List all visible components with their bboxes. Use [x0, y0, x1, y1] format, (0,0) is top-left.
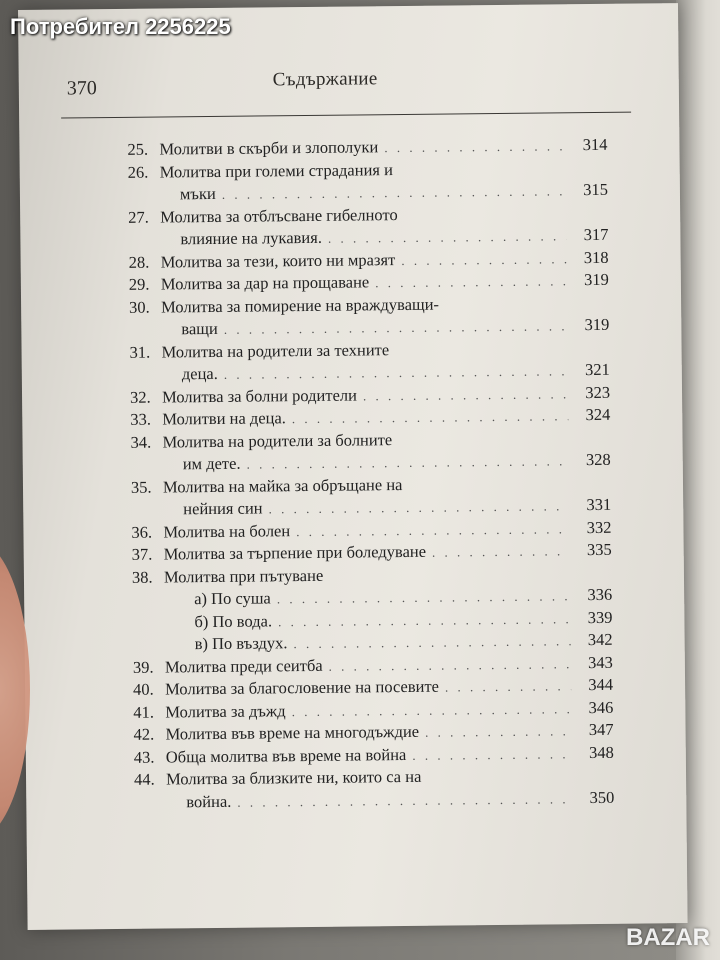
toc-page-number: 324 — [585, 404, 611, 425]
running-title: Съдържание — [272, 68, 378, 91]
toc-entry-number: 43. — [133, 747, 155, 767]
dot-leader — [425, 720, 572, 744]
toc-entry-title: Молитва на родители за болните — [162, 429, 393, 452]
toc-entry-title: Молитва за благословение на посевите — [165, 676, 440, 699]
toc-entry — [129, 336, 609, 386]
toc-entry — [128, 201, 608, 251]
toc-page-number: 348 — [588, 742, 614, 762]
dot-leader — [401, 248, 567, 272]
toc-entry-title: Молитва за дар на прощаване — [160, 272, 370, 294]
toc-entry — [131, 471, 611, 521]
toc-entry-title: война. — [186, 791, 232, 811]
toc-entry-title: Молитва на родители за техните — [161, 339, 390, 362]
toc-entry-title: Молитва за близките ни, които са на — [165, 766, 422, 789]
user-watermark: Потребител 2256225 — [10, 14, 231, 39]
toc-page-number: 350 — [589, 787, 615, 807]
toc-page-number: 343 — [588, 652, 613, 672]
toc-page-number: 323 — [585, 382, 611, 402]
toc-entry-title: Молитва за дъжд — [165, 700, 286, 721]
toc-entry-title: Молитва за болни родители — [161, 384, 358, 407]
toc-entry-number: 30. — [129, 297, 150, 317]
toc-entry-number: 36. — [131, 522, 153, 542]
toc-entry-title: Молитва във време на многодъждие — [165, 721, 420, 744]
book-page — [18, 3, 688, 930]
toc-entry-title: Молитви на деца. — [162, 408, 286, 429]
page-number: 370 — [66, 77, 97, 100]
toc-entry — [128, 156, 608, 206]
toc-entry — [130, 426, 610, 476]
site-logo: BAZAR — [626, 924, 710, 951]
toc-page-number: 347 — [588, 719, 614, 740]
toc-entry-number: 33. — [130, 409, 152, 429]
toc-entry-title: Молитва за помирение на враждуващи- — [161, 294, 440, 317]
toc-page-number: 339 — [587, 607, 613, 627]
table-of-contents — [127, 134, 614, 814]
toc-page-number: 344 — [588, 674, 614, 695]
page-header — [67, 66, 627, 112]
toc-page-number: 328 — [585, 449, 611, 470]
toc-entry-title: Молитва на болен — [163, 520, 291, 542]
toc-entry-title: Молитва при големи страдания и — [159, 159, 393, 182]
toc-page-number: 331 — [586, 494, 612, 515]
toc-entry-number: 44. — [133, 769, 155, 789]
toc-entry-number: 25. — [127, 139, 149, 159]
toc-page-number: 314 — [582, 134, 608, 155]
toc-entry-title: б) По вода. — [194, 610, 273, 631]
toc-page-number: 315 — [583, 179, 609, 200]
toc-page-number: 336 — [587, 584, 613, 605]
header-rule — [61, 112, 631, 119]
toc-page-number: 321 — [584, 359, 610, 380]
toc-page-number: 317 — [583, 224, 609, 245]
toc-entry-title: Молитва на майка за обръщане на — [162, 474, 403, 497]
toc-entry-title: влияние на лукавия. — [180, 227, 323, 249]
toc-entry-title: ващи — [181, 318, 218, 339]
toc-entry-number: 41. — [133, 702, 155, 722]
toc-entry-number: 34. — [130, 432, 152, 452]
toc-entry-number: 39. — [132, 657, 154, 677]
toc-entry-number: 26. — [127, 162, 149, 182]
toc-entry-title: Молитва при пътуване — [163, 565, 324, 587]
dot-leader — [237, 788, 572, 814]
toc-page-number: 332 — [586, 517, 612, 537]
toc-entry-number: 35. — [130, 477, 152, 497]
toc-entry-number: 38. — [131, 567, 153, 587]
toc-entry-title: Молитва за търпение при боледуване — [163, 541, 427, 564]
toc-entry-title: Молитва за тези, които ни мразят — [160, 249, 396, 272]
dot-leader — [445, 675, 571, 699]
toc-page-number: 319 — [584, 269, 609, 290]
toc-entry-number: 42. — [133, 724, 155, 744]
dot-leader — [432, 540, 570, 564]
toc-line — [134, 786, 614, 814]
toc-entry-title: мъки — [179, 183, 216, 204]
toc-entry-number: 27. — [128, 207, 149, 227]
toc-entry-title: Молитва за отблъсване гибелното — [160, 204, 398, 227]
toc-entry-title: Молитви в скърби и злополуки — [159, 137, 379, 159]
toc-entry-number: 29. — [128, 274, 150, 294]
toc-entry-number: 31. — [129, 342, 151, 362]
toc-page-number: 335 — [586, 539, 612, 560]
toc-page-number: 318 — [583, 247, 609, 267]
toc-entry-title: Молитва преди сеитба — [164, 655, 323, 676]
toc-entry-title: нейния син — [183, 498, 263, 519]
toc-entry-title: деца. — [181, 363, 218, 384]
toc-page-number: 319 — [584, 314, 610, 335]
dot-leader — [384, 135, 565, 159]
toc-entry-number: 40. — [133, 679, 154, 699]
dot-leader — [412, 743, 572, 767]
toc-entry-title: им дете. — [182, 453, 241, 474]
toc-entry — [134, 764, 614, 814]
toc-entry-title: в) По въздух. — [194, 633, 288, 654]
toc-entry-title: а) По суша — [194, 588, 271, 609]
toc-page-number: 342 — [587, 629, 613, 650]
toc-entry-number: 28. — [128, 252, 150, 272]
toc-entry — [129, 291, 609, 341]
toc-entry-number: 37. — [131, 544, 153, 564]
toc-entry-title: Обща молитва във време на война — [165, 744, 407, 766]
toc-entry-number: 32. — [129, 387, 151, 407]
toc-page-number: 346 — [588, 697, 614, 717]
